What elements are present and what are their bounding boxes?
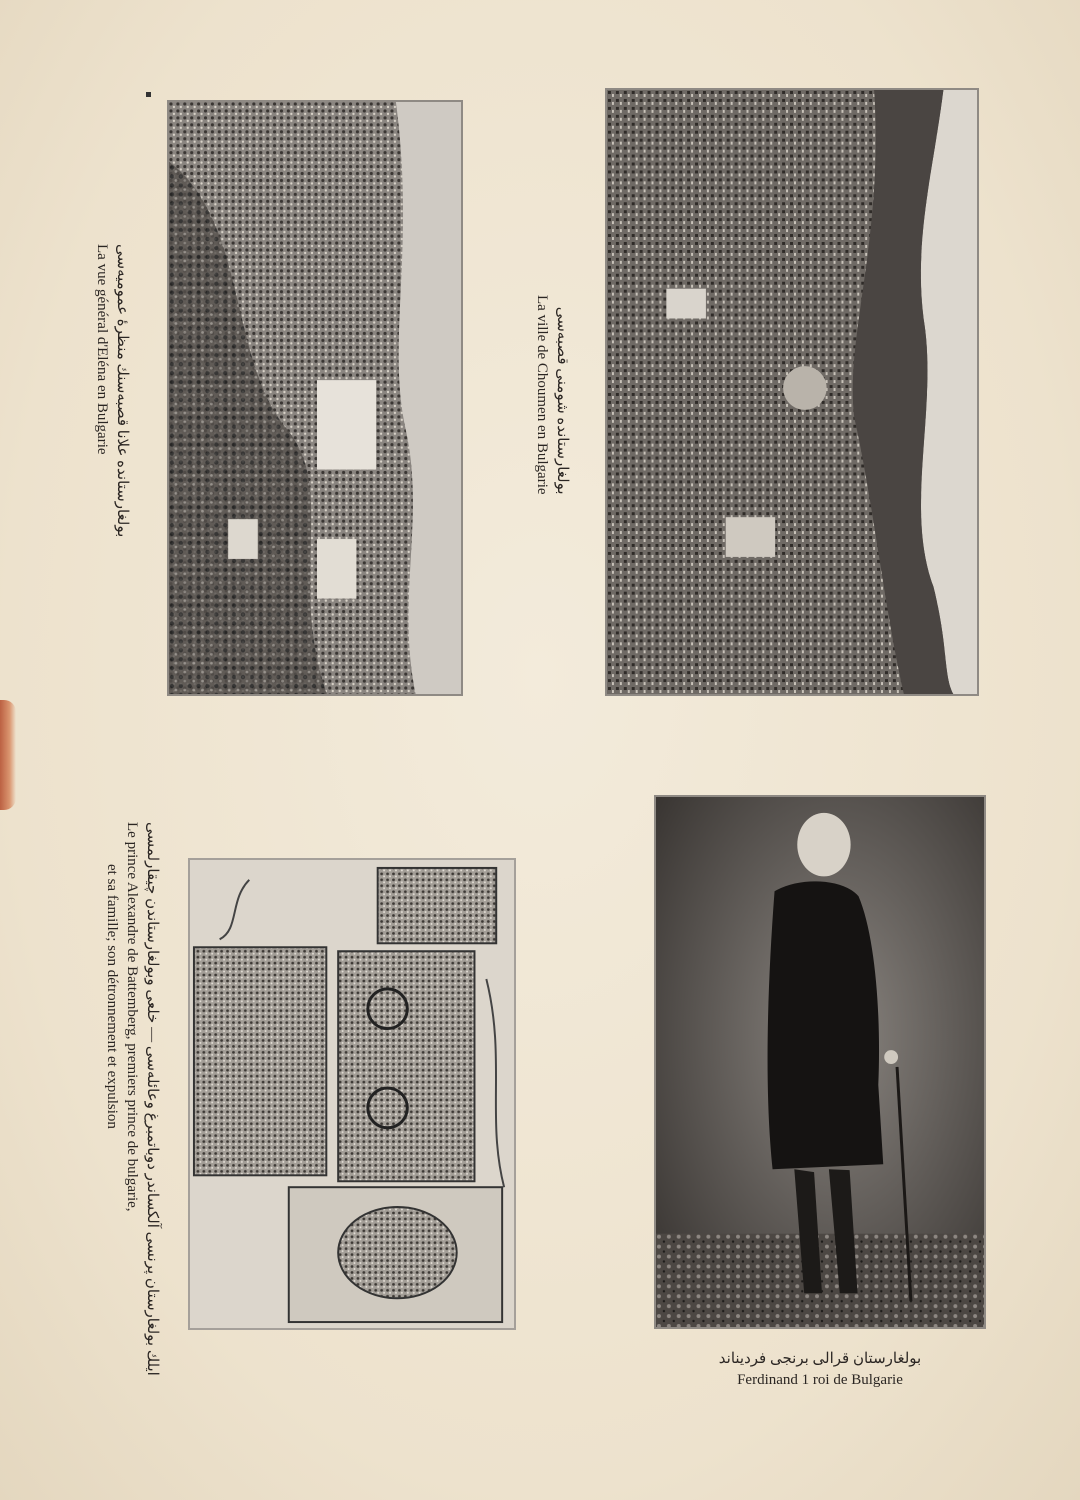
ferdinand-caption bbox=[655, 1349, 985, 1391]
ink-mark bbox=[146, 92, 151, 97]
ferdinand-caption-fr: Ferdinand 1 roi de Bulgarie bbox=[737, 1372, 903, 1388]
ferdinand-photo bbox=[654, 795, 986, 1329]
choumen-caption-ar: بولغارستانده شومنى قصبه‌سى bbox=[554, 306, 570, 495]
battemberg-collage bbox=[188, 858, 516, 1330]
ferdinand-caption-ar: بولغارستان قرالى برنجى فرديناند bbox=[718, 1351, 922, 1367]
paper-stain bbox=[0, 700, 16, 810]
choumen-photo bbox=[605, 88, 979, 696]
elena-caption-ar: بولغارستانده علانا قصبه‌سنك منظرهٔ عموميه‌سى bbox=[114, 244, 130, 538]
choumen-caption-fr: La ville de Choumen en Bulgarie bbox=[534, 295, 550, 495]
elena-photo bbox=[167, 100, 463, 696]
battemberg-caption-fr-1: Le prince Alexandre de Battemberg, premiers prince de bulgarie, bbox=[124, 822, 140, 1212]
battemberg-caption-fr-2: et sa famille; son détronnement et expulsion bbox=[104, 864, 120, 1129]
elena-caption-fr: La vue général d'Eléna en Bulgarie bbox=[94, 244, 110, 455]
battemberg-caption-ar: ايلك بولغارستان پرنسى آلكساندر دوباتمبرغ وعائله‌سى — خلعى وبولغارستاندن چيقارلمسى bbox=[144, 822, 160, 1376]
